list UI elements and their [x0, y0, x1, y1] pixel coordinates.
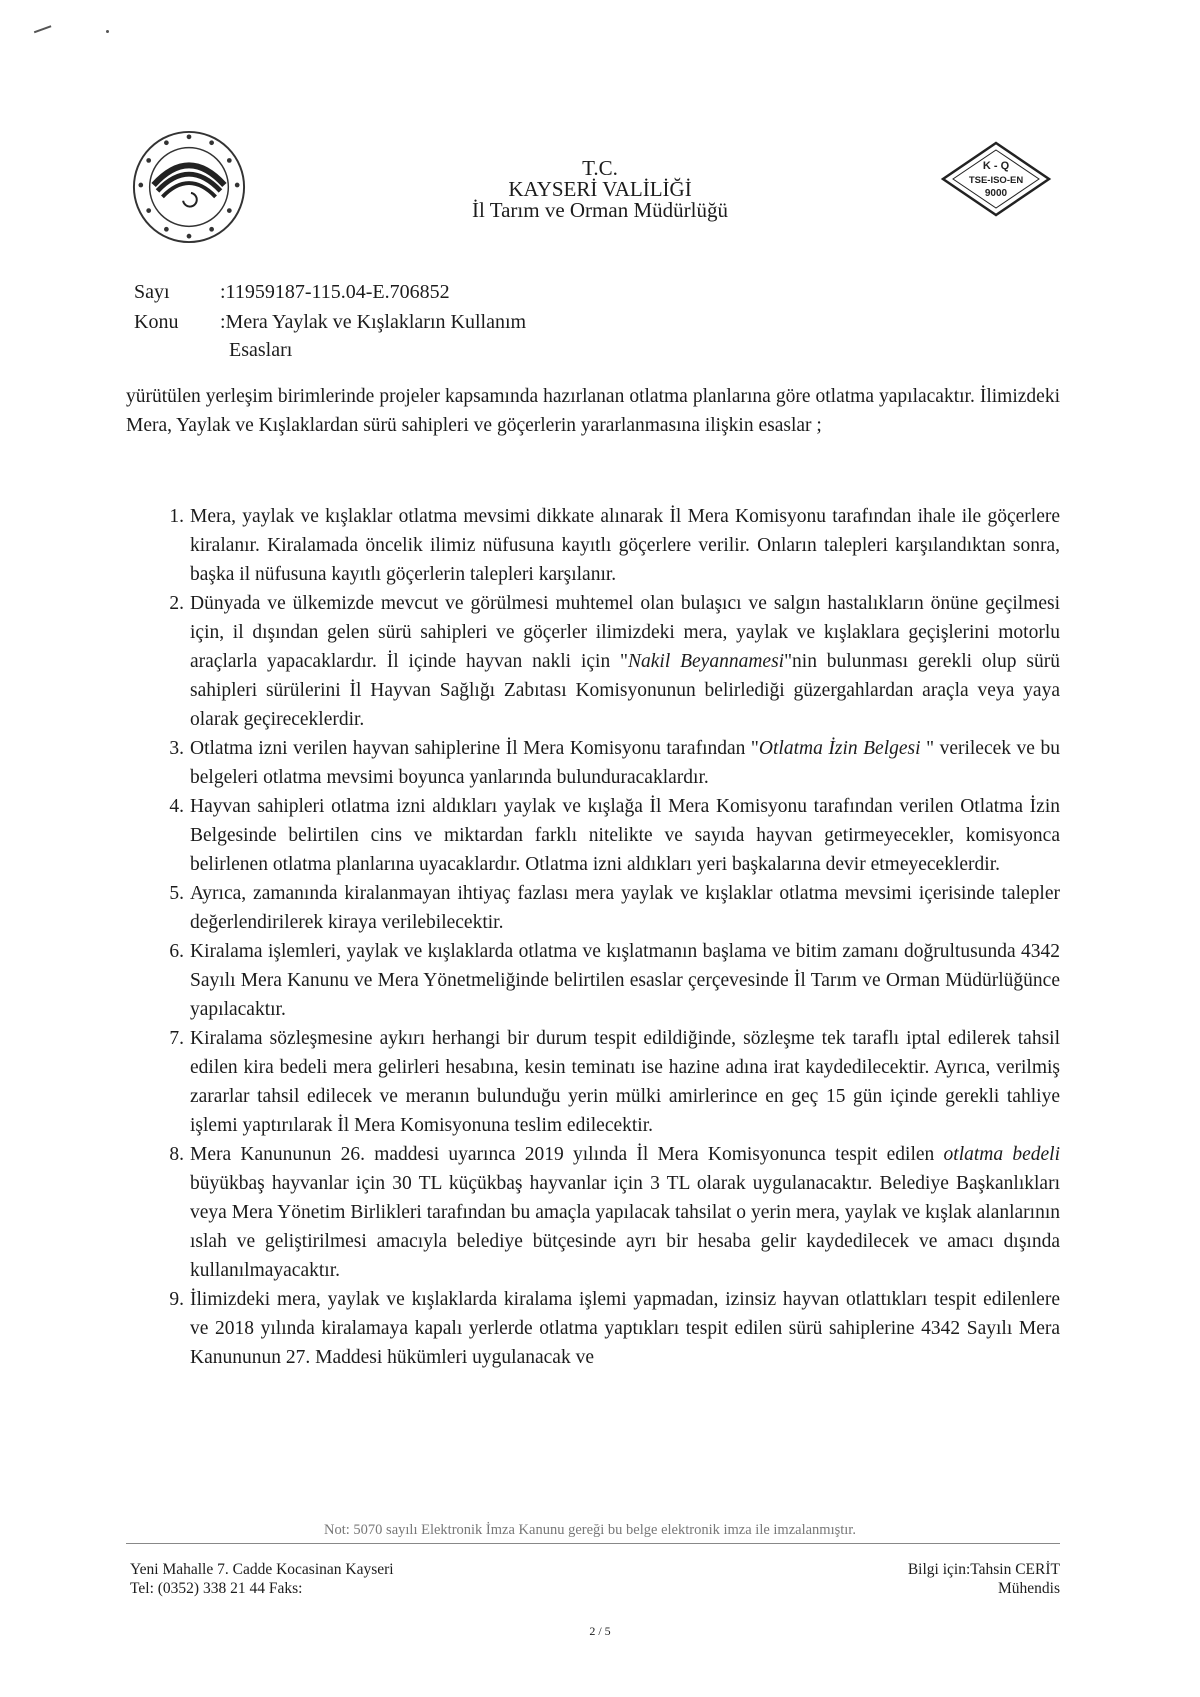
- list-item-number: 8.: [169, 1144, 184, 1165]
- list-item-text: Ayrıca, zamanında kiralanmayan ihtiyaç fazlası mera yaylak ve kışlaklar otlatma mevsimi içerisinde talepler değerlendirilerek kiraya verilebilecektir.: [190, 883, 1060, 933]
- footer-phone: Tel: (0352) 338 21 44 Faks:: [130, 1580, 303, 1597]
- list-item-number: 6.: [169, 941, 184, 962]
- footer-contact-block: [908, 1560, 1060, 1598]
- document-header: [320, 158, 880, 221]
- rules-list: [126, 502, 1060, 1372]
- list-item-text: Kiralama işlemleri, yaylak ve kışlaklarda otlatma ve kışlatmanın başlama ve bitim zamanı doğrultusunda 4342 Sayılı Mera Kanunu ve Mera Yönetmeliğinde belirtilen esaslar çerçevesinde İl Tarım ve Orman Müdürlüğünce yapılacaktır.: [190, 941, 1060, 1020]
- list-item: [126, 502, 1060, 589]
- sayi-value: :11959187-115.04-E.706852: [220, 281, 450, 303]
- list-item-number: 3.: [169, 738, 184, 759]
- list-item-text: İlimizdeki mera, yaylak ve kışlaklarda kiralama işlemi yapmadan, izinsiz hayvan otlattıkları tespit edilenlere ve 2018 yılında kiralamaya kapalı yerlerde otlatma yaptıkları tespit edilen sürü sahiplerine 4342 Sayılı Mera Kanununun 27. Maddesi hükümleri uygulanacak ve: [190, 1289, 1060, 1368]
- list-item-number: 5.: [169, 883, 184, 904]
- list-item: [126, 879, 1060, 937]
- sayi-label: Sayı: [134, 281, 170, 303]
- konu-value: :Mera Yaylak ve Kışlakların Kullanım Esasları: [220, 311, 527, 361]
- list-item-text: Kiralama sözleşmesine aykırı herhangi bir durum tespit edildiğinde, sözleşme tek taraflı iptal edilerek tahsil edilen kira bedeli mera gelirleri hesabına, kesin teminatı ise hazine adına irat kaydedilecektir. Ayrıca, verilmiş zararlar tahsil edilecek ve meranın bulunduğu yerin mülki amirlerince en geç 15 gün içinde gerekli tahliye işlemi yaptırılarak İl Mera Komisyonuna teslim edilecektir.: [190, 1028, 1060, 1136]
- footer-address-block: [130, 1560, 394, 1598]
- emphasis-nakil-beyannamesi: Nakil Beyannamesi: [628, 651, 785, 672]
- list-item: [126, 589, 1060, 734]
- list-item-number: 4.: [169, 796, 184, 817]
- list-item-text: Dünyada ve ülkemizde mevcut ve görülmesi muhtemel olan bulaşıcı ve salgın hastalıkların önüne geçilmesi için, il dışından gelen sürü sahipleri ve göçerler ilimizdeki mera, yaylak ve kışlaklara geçişlerini motorlu araçlarla yapacaklardır. İl içinde hayvan nakli için "Nakil Beyannamesi"nin bulunması gerekli olup sürü sahipleri sürülerini İl Hayvan Sağlığı Zabıtası Komisyonunun belirlediği güzergahlardan araçla veya yaya olarak geçireceklerdir.: [190, 593, 1060, 730]
- intro-paragraph: yürütülen yerleşim birimlerinde projeler kapsamında hazırlanan otlatma planlarına göre otlatma yapılacaktır. İlimizdeki Mera, Yaylak ve Kışlaklardan sürü sahipleri ve göçerlerin yararlanmasına ilişkin esaslar ;: [126, 386, 1060, 436]
- emphasis-otlatma-bedeli: otlatma bedeli: [943, 1144, 1060, 1165]
- ministry-seal-icon: [130, 128, 248, 246]
- scan-artifact: [34, 25, 54, 41]
- header-governorship: KAYSERİ VALİLİĞİ: [508, 177, 692, 201]
- footer-address: Yeni Mahalle 7. Cadde Kocasinan Kayseri: [130, 1561, 394, 1578]
- list-item-number: 7.: [169, 1028, 184, 1049]
- list-item: [126, 937, 1060, 1024]
- svg-text:TSE-ISO-EN: TSE-ISO-EN: [968, 175, 1024, 186]
- list-item-number: 1.: [169, 506, 184, 527]
- footer-contact: Bilgi için:Tahsin CERİT: [907, 1561, 1060, 1578]
- list-item: [126, 1024, 1060, 1140]
- e-signature-note: Not: 5070 sayılı Elektronik İmza Kanunu gereği bu belge elektronik imza ile imzalanmıştır.: [324, 1522, 856, 1538]
- tse-iso-certification-logo: [940, 140, 1052, 218]
- list-item-number: 9.: [169, 1289, 184, 1310]
- page-number: 2 / 5: [589, 1624, 611, 1638]
- footer-divider: [126, 1543, 1060, 1544]
- svg-text:K - Q: K - Q: [982, 160, 1010, 172]
- list-item-text: Mera, yaylak ve kışlaklar otlatma mevsimi dikkate alınarak İl Mera Komisyonu tarafından ihale ile göçerlere kiralanır. Kiralamada öncelik ilimiz nüfusuna kayıtlı göçerlere verilir. Onların talepleri karşılandıktan sonra, başka il nüfusuna kayıtlı göçerlerin talepleri karşılanır.: [190, 506, 1060, 585]
- list-item: [126, 792, 1060, 879]
- list-item: [126, 1140, 1060, 1285]
- list-item-text: Mera Kanununun 26. maddesi uyarınca 2019 yılında İl Mera Komisyonunca tespit edilen otlatma bedeli büyükbaş hayvanlar için 30 TL küçükbaş hayvanlar için 3 TL olarak uygulanacaktır. Belediye Başkanlıkları veya Mera Yönetim Birlikleri tarafından bu amaçla yapılacak tahsilat o yerin mera, yaylak ve kışlak alanlarının ıslah ve geliştirilmesi amacıyla belediye bütçesinde ayrı bir hesaba gelir kaydedilecek ve amacı dışında kullanılmayacaktır.: [190, 1144, 1060, 1281]
- footer-title: Mühendis: [998, 1580, 1060, 1597]
- list-item: [126, 1285, 1060, 1372]
- list-item-number: 2.: [169, 593, 184, 614]
- konu-label: Konu: [134, 311, 179, 333]
- list-item: [126, 734, 1060, 792]
- header-tc: T.C.: [582, 156, 618, 180]
- svg-text:9000: 9000: [984, 188, 1008, 199]
- list-item-text: Otlatma izni verilen hayvan sahiplerine İl Mera Komisyonu tarafından "Otlatma İzin Belgesi " verilecek ve bu belgeleri otlatma mevsimi boyunca yanlarında bulunduracaklardır.: [190, 738, 1060, 788]
- emphasis-otlatma-izin-belgesi: Otlatma İzin Belgesi: [758, 738, 921, 759]
- list-item-text: Hayvan sahipleri otlatma izni aldıkları yaylak ve kışlağa İl Mera Komisyonu tarafından verilen Otlatma İzin Belgesinde belirtilen cins ve miktardan farklı nitelikte ve sayıda hayvan getirmeyecekler, komisyonca belirlenen otlatma planlarına uyacaklardır. Otlatma izni aldıkları yeri başkalarına devir etmeyeceklerdir.: [190, 796, 1060, 875]
- scan-artifact-dot: [106, 30, 109, 33]
- header-directorate: İl Tarım ve Orman Müdürlüğü: [472, 198, 728, 222]
